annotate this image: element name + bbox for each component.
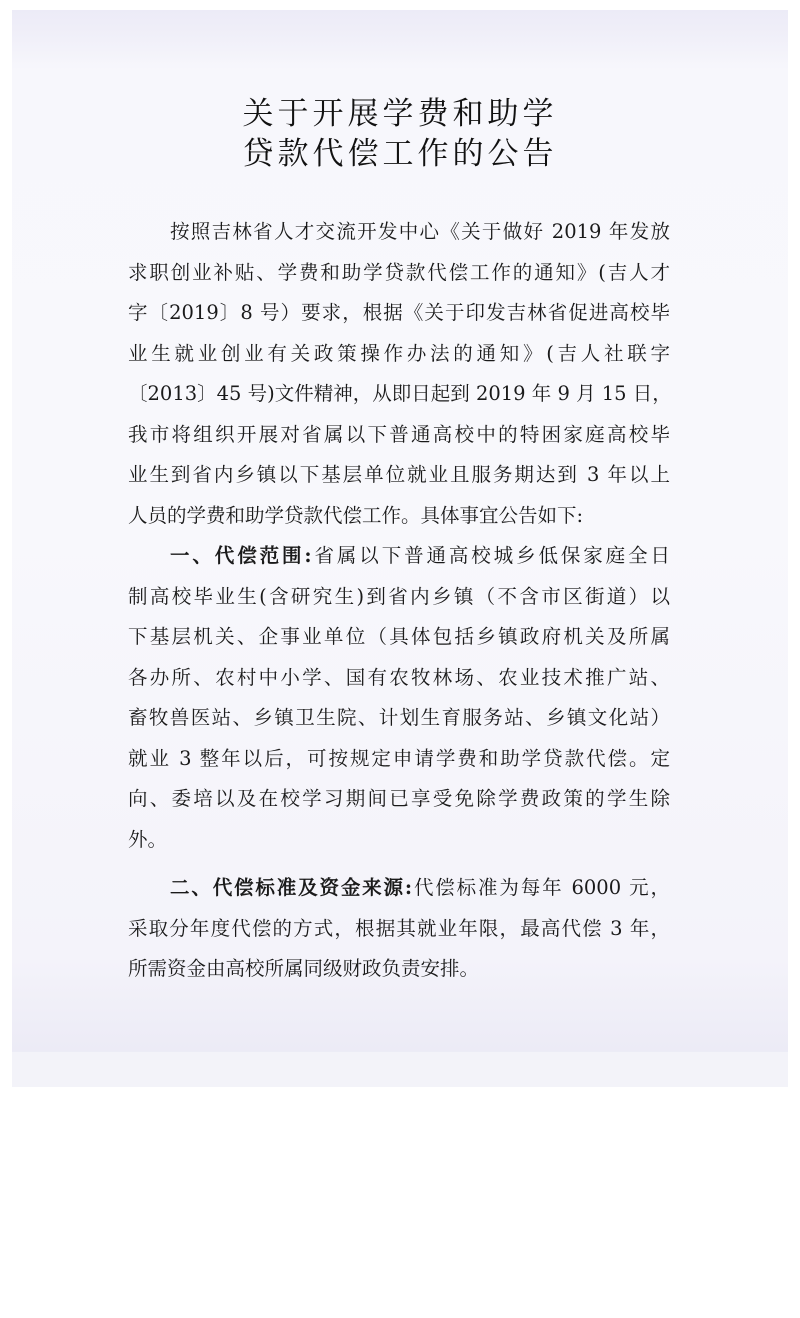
- section-1-first-line: [128, 536, 670, 577]
- intro-line: 业生就业创业有关政策操作办法的通知》(吉人社联字: [128, 341, 670, 365]
- intro-line: 求职创业补贴、学费和助学贷款代偿工作的通知》(吉人才: [128, 260, 670, 284]
- section-2-first-line: [128, 868, 670, 909]
- section-1-line: 向、委培以及在校学习期间已享受免除学费政策的学生除: [128, 787, 670, 810]
- section-2-first-line-text: 代偿标准为每年 6000 元，: [412, 876, 670, 899]
- section-1-line: 各办所、农村中小学、国有农牧林场、农业技术推广站、: [128, 665, 670, 689]
- title-line-2: 贷款代偿工作的公告: [242, 136, 558, 172]
- section-2-line: 所需资金由高校所属同级财政负责安排。: [128, 957, 480, 980]
- intro-line: 字〔2019〕8 号）要求，根据《关于印发吉林省促进高校毕: [128, 301, 670, 324]
- section-1-line: 制高校毕业生(含研究生)到省内乡镇（不含市区街道）以: [128, 584, 670, 608]
- intro-line: 人员的学费和助学贷款代偿工作。具体事宜公告如下:: [128, 503, 584, 527]
- intro-line: 〔2013〕45 号)文件精神，从即日起到 2019 年 9 月 15 日，: [128, 382, 672, 405]
- section-1-line: 畜牧兽医站、乡镇卫生院、计划生育服务站、乡镇文化站）: [128, 706, 670, 729]
- title-line-1: 关于开展学费和助学: [242, 96, 558, 132]
- section-2-heading: 二、代偿标准及资金来源:: [170, 876, 413, 899]
- section-1-line: 就业 3 整年以后，可按规定申请学费和助学贷款代偿。定: [128, 746, 670, 770]
- intro-line: 业生到省内乡镇以下基层单位就业且服务期达到 3 年以上: [128, 463, 670, 486]
- document-title: [0, 94, 800, 174]
- document-body: [128, 212, 670, 990]
- section-2-standard-and-funding: [128, 868, 670, 990]
- section-1-scope: [128, 536, 670, 860]
- section-2-line: 采取分年度代偿的方式，根据其就业年限，最高代偿 3 年，: [128, 916, 670, 940]
- intro-paragraph: [128, 212, 670, 536]
- intro-line: 按照吉林省人才交流开发中心《关于做好 2019 年发放: [170, 220, 670, 243]
- section-1-heading: 一、代偿范围:: [170, 544, 312, 567]
- section-1-line: 下基层机关、企事业单位（具体包括乡镇政府机关及所属: [128, 625, 670, 648]
- intro-line: 我市将组织开展对省属以下普通高校中的特困家庭高校毕: [128, 422, 670, 446]
- paragraph-spacer: [128, 860, 670, 868]
- section-1-line: 外。: [128, 827, 168, 851]
- section-1-first-line-text: 省属以下普通高校城乡低保家庭全日: [311, 544, 670, 567]
